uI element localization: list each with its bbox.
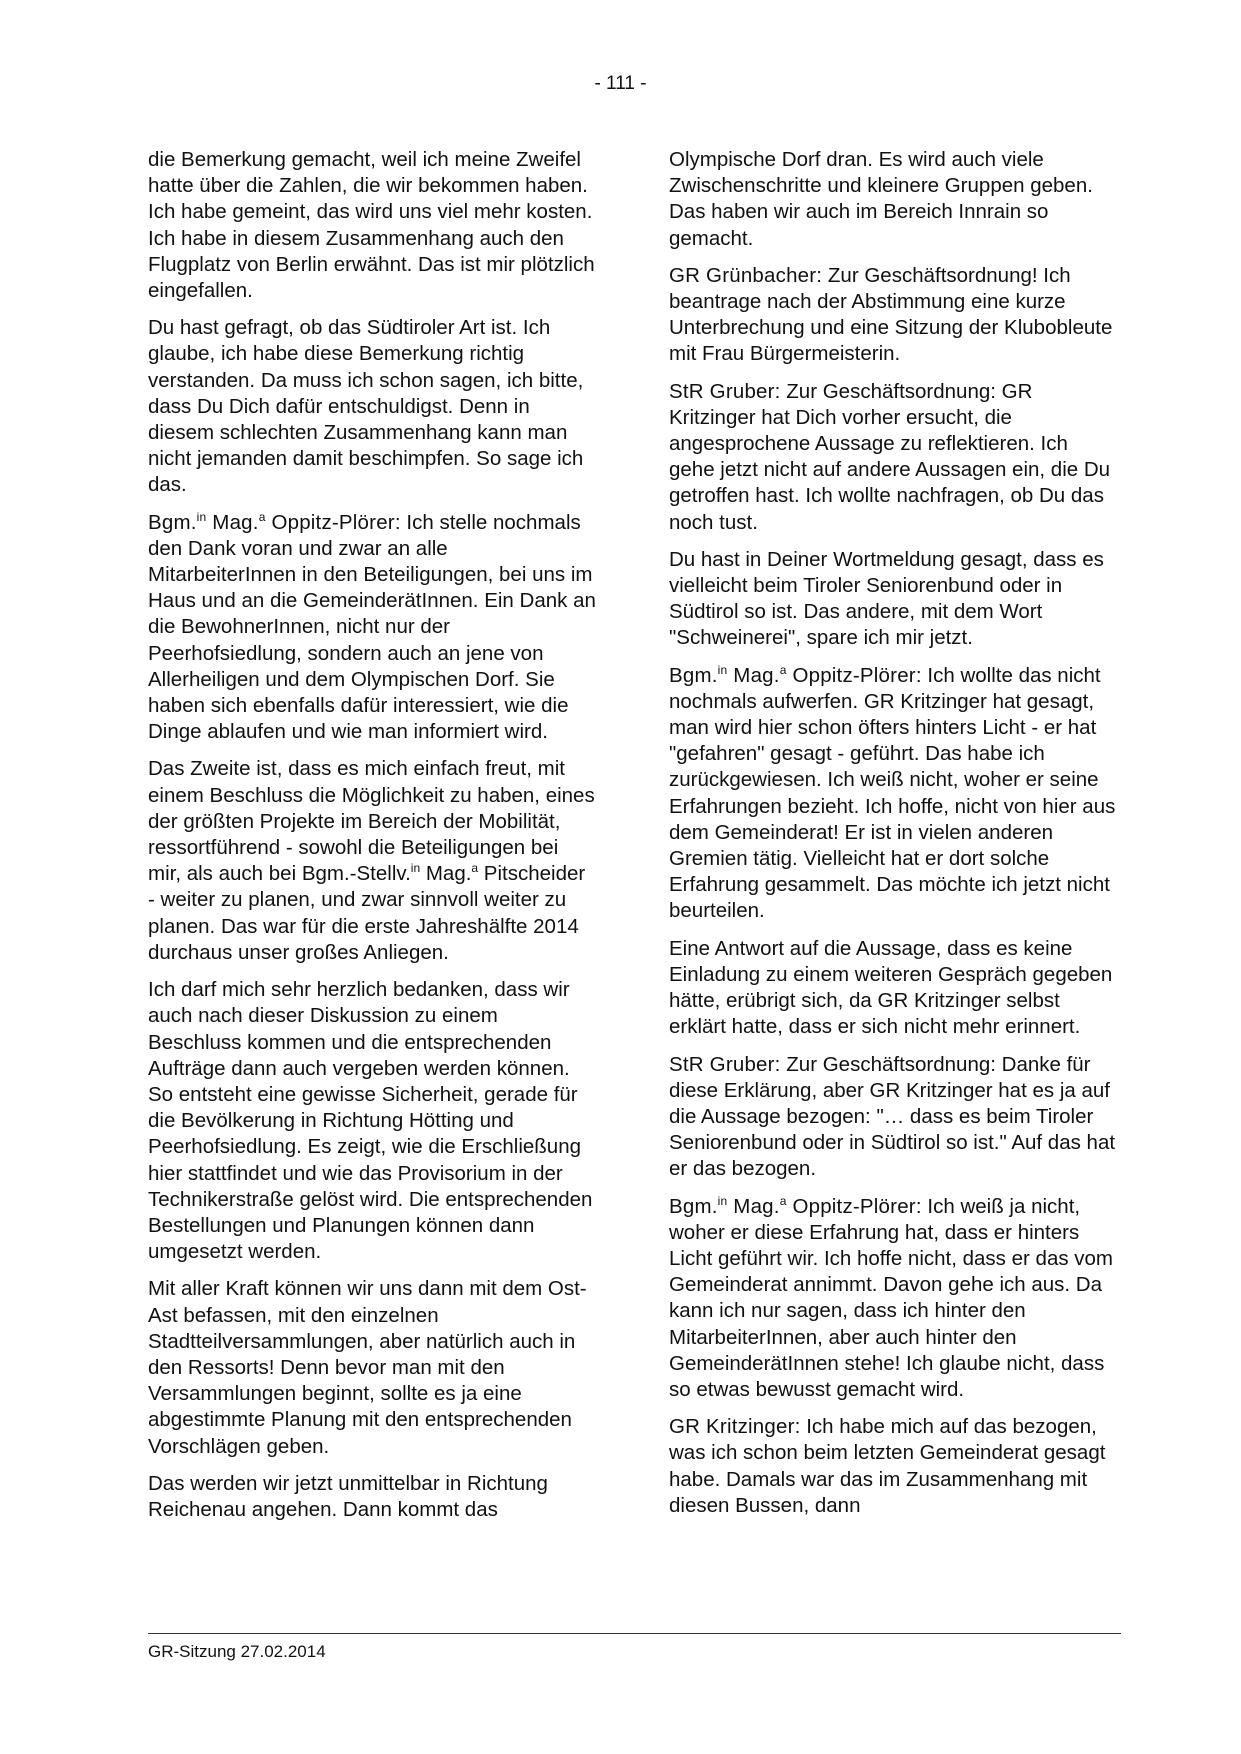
speaker-name: GR Kritzinger: [669,1415,801,1439]
left-column [148,147,596,1534]
paragraph: Mit aller Kraft können wir uns dann mit dem Ost-Ast befassen, mit den einzelnen Stadtteilversammlungen, aber natürlich auch in den Ressorts! Denn bevor man mit den Versammlungen beginnt, sollte es ja eine abgestimmte Planung mit den entsprechenden Vorschlägen geben. [148,1277,587,1458]
speech-text: Ich wollte das nicht nochmals aufwerfen. GR Kritzinger hat gesagt, man wird hier schon öfters hinters Licht - er hat "gefahren" gesagt - geführt. Das habe ich zurückgewiesen. Ich weiß nicht, woher er seine Erfahrungen bezieht. Ich hoffe, nicht von hier aus dem Gemeinderat! Er ist in vielen anderen Gremien tätig. Vielleicht hat er dort solche Erfahrung gesammelt. Das möchte ich jetzt nicht beurteilen. [669,663,1116,923]
speech-paragraph [669,1194,1117,1404]
paragraph: Das werden wir jetzt unmittelbar in Richtung Reichenau angehen. Dann kommt das [148,1471,548,1521]
speech-paragraph [669,1414,1117,1519]
speaker-name: StR Gruber: [669,1052,781,1076]
speaker-name: StR Gruber: [669,379,781,403]
speaker-name: GR Grünbacher: [669,263,823,287]
paragraph: Du hast gefragt, ob das Südtiroler Art ist. Ich glaube, ich habe diese Bemerkung richtig verstanden. Da muss ich schon sagen, ich bitte, dass Du Dich dafür entschuldigst. Denn in diesem schlechten Zusammenhang kann man nicht jemanden damit beschimpfen. So sage ich das. [148,316,584,497]
speech-text: Zur Geschäftsordnung: Danke für diese Erklärung, aber GR Kritzinger hat es ja auf die Aussage bezogen: "… dass es beim Tiroler Seniorenbund oder in Südtirol so ist." Auf das hat er das bezogen. [669,1052,1116,1181]
speech-text: Ich stelle nochmals den Dank voran und zwar an alle MitarbeiterInnen in den Beteiligungen, bei uns im Haus und an die GemeinderätInnen. Ein Dank an die BewohnerInnen, nicht nur der Peerhofsiedlung, sondern auch an jene von Allerheiligen und dem Olympischen Dorf. Sie haben sich ebenfalls dafür interessiert, wie die Dinge ablaufen und wie man informiert wird. [148,510,596,744]
paragraph: die Bemerkung gemacht, weil ich meine Zweifel hatte über die Zahlen, die wir bekommen haben. Ich habe gemeint, das wird uns viel mehr kosten. Ich habe in diesem Zusammenhang auch den Flugplatz von Berlin erwähnt. Das ist mir plötzlich eingefallen. [148,148,595,303]
speech-text: Ich weiß ja nicht, woher er diese Erfahrung hat, dass er hinters Licht geführt wir. Ich hoffe nicht, dass er das vom Gemeinderat annimmt. Davon gehe ich aus. Da kann ich nur sagen, dass ich hinter den MitarbeiterInnen, aber auch hinter den GemeinderätInnen stehe! Ich glaube nicht, dass so etwas bewusst gemacht wird. [669,1194,1114,1401]
speech-paragraph [669,379,1117,536]
speech-paragraph [669,1052,1117,1183]
footer-session-date: GR-Sitzung 27.02.2014 [148,1642,326,1661]
speech-paragraph [669,263,1117,368]
speech-text: Zur Geschäftsordnung! Ich beantrage nach der Abstimmung eine kurze Unterbrechung und eine Sitzung der Klubobleute mit Frau Bürgermeisterin. [669,263,1113,366]
speech-paragraph [669,663,1117,925]
speech-paragraph [148,510,596,746]
paragraph: Du hast in Deiner Wortmeldung gesagt, dass es vielleicht beim Tiroler Seniorenbund oder in Südtirol so ist. Das andere, mit dem Wort "Schweinerei", spare ich mir jetzt. [669,547,1104,650]
speaker-name: Bgm.$^{in}$ Mag.$^a$ Oppitz-Plörer: [669,662,922,687]
speech-text: Ich habe mich auf das bezogen, was ich schon beim letzten Gemeinderat gesagt habe. Damals war das im Zusammenhang mit diesen Bussen, dann [669,1415,1106,1517]
speaker-name: Bgm.$^{in}$ Mag.$^a$ Oppitz-Plörer: [148,509,401,534]
footer-divider [148,1633,1121,1634]
speaker-name: Bgm.$^{in}$ Mag.$^a$ Oppitz-Plörer: [669,1193,922,1218]
paragraph: Ich darf mich sehr herzlich bedanken, dass wir auch nach dieser Diskussion zu einem Beschluss kommen und die entsprechenden Aufträge dann auch vergeben werden können. So entsteht eine gewisse Sicherheit, gerade für die Bevölkerung in Richtung Hötting und Peerhofsiedlung. Es zeigt, wie die Erschließung hier stattfindet und wie das Provisorium in der Technikerstraße gelöst wird. Die entsprechenden Bestellungen und Planungen können dann umgesetzt werden. [148,978,593,1264]
paragraph: Eine Antwort auf die Aussage, dass es keine Einladung zu einem weiteren Gespräch gegeben hätte, erübrigt sich, da GR Kritzinger selbst erklärt hatte, dass er sich nicht mehr erinnert. [669,936,1113,1039]
right-column [669,147,1117,1530]
speech-text: Zur Geschäftsordnung: GR Kritzinger hat Dich vorher ersucht, die angesprochene Aussage zu reflektieren. Ich gehe jetzt nicht auf andere Aussagen ein, die Du getroffen hast. Ich wollte nachfragen, ob Du das noch tust. [669,379,1111,534]
paragraph: Olympische Dorf dran. Es wird auch viele Zwischenschritte und kleinere Gruppen geben. Das haben wir auch im Bereich Innrain so gemacht. [669,148,1093,250]
paragraph: Das Zweite ist, dass es mich einfach freut, mit einem Beschluss die Möglichkeit zu haben, eines der größten Projekte im Bereich der Mobilität, ressortführend - sowohl die Beteiligungen bei mir, als auch bei Bgm.-Stellv.$^{in}$ Mag.$^a$ Pitscheider - weiter zu planen, und zwar sinnvoll weiter zu planen. Das war für die erste Jahreshälfte 2014 durchaus unser großes Anliegen. [148,757,595,964]
page-number: - 111 - [594,73,647,94]
